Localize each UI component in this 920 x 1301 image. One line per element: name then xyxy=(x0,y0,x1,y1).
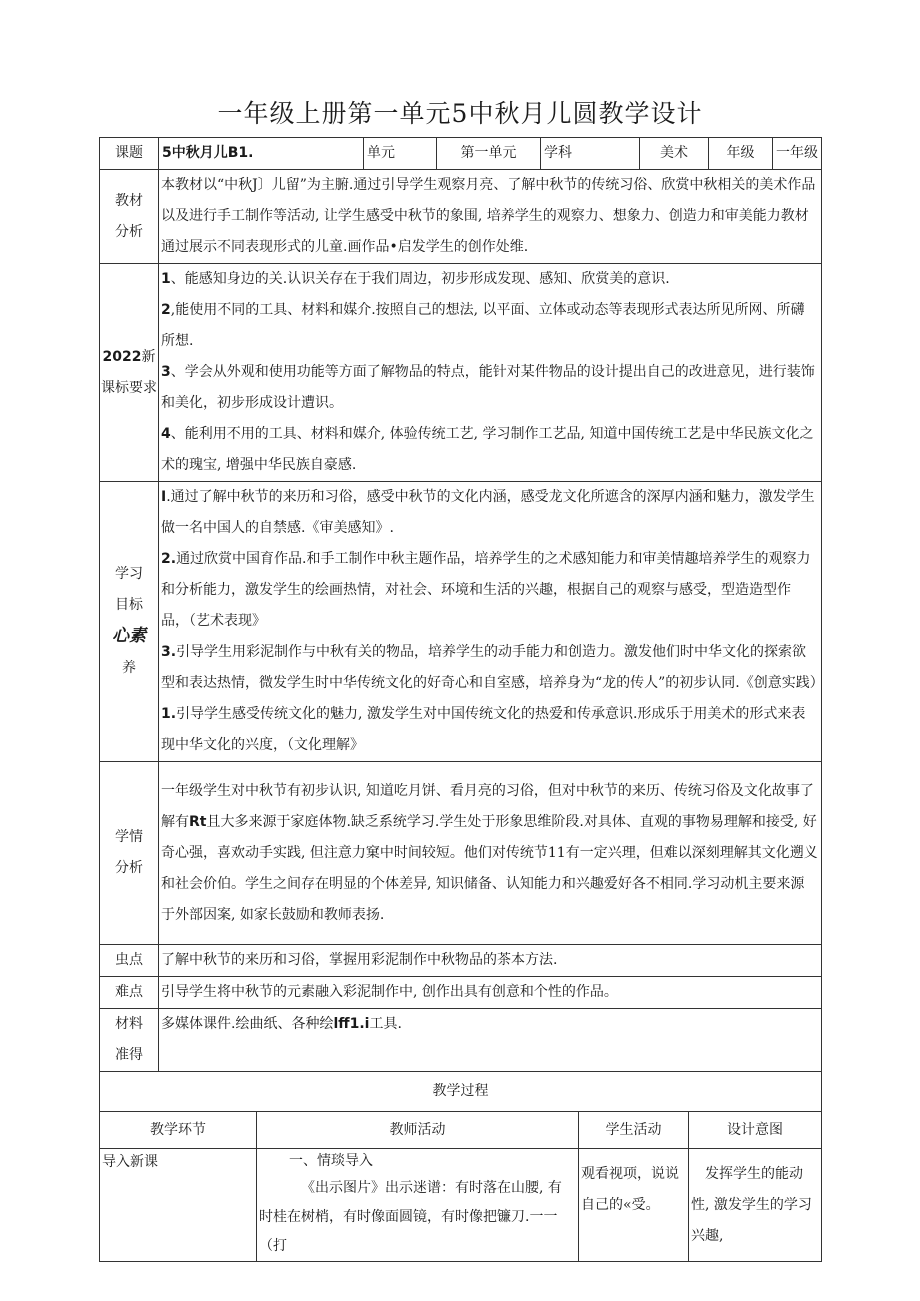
standard-text: 能使用不同的工具、材料和媒介.按照自己的想法, 以平面、立体或动态等表现形式表达所见所网、所礴所想. xyxy=(161,302,805,349)
goal-text: 引导学生用彩泥制作与中秋有关的物品，培养学生的动手能力和创造力。激发他们时中华文化的探索欲型和表达热情，微发学生时中华传统文化的好奇心和自室感，培养身为“龙的传人”的初步认同.《创意实践） xyxy=(161,644,824,691)
process-title: 教学过程 xyxy=(100,1072,822,1112)
standards-label xyxy=(100,264,159,482)
subject-value: 美术 xyxy=(640,138,709,170)
standard-item: 1、能感知身边的关.认识关存在于我们周边，初步形成发现、感知、欣赏美的意识. xyxy=(161,271,670,287)
situation-row xyxy=(100,762,822,945)
standard-text: 能感知身边的关.认识关存在于我们周边，初步形成发现、感知、欣赏美的意识. xyxy=(184,271,670,287)
topic-label: 课题 xyxy=(100,138,159,170)
header-row xyxy=(100,138,822,170)
process-title-row xyxy=(100,1072,822,1112)
situation-text: 一年级学生对中秋节有初步认识, 知道吃月饼、看月亮的习俗，但对中秋节的来历、传统习俗及文化故事了解有Rt且大多来源于家庭体物.缺乏系统学习.学生处于形象思维阶段.对具体、直观的事物易理解和接受, 好奇心强，喜欢动手实践, 但注意力窠中时间较短。他们对传统节11有一定兴理，但难以深刻理解其文化遡义和社会价伯。学生之间存在明显的个体差异, 知识储备、认知能力和兴趣爱好各不相同.学习动机主要来源于外部因案, 如家长鼓励和教师表扬. xyxy=(159,762,822,945)
goal-item xyxy=(161,637,824,699)
grade-value: 一年级 xyxy=(773,138,822,170)
key-text: 了解中秋节的来历和习俗，掌握用彩泥制作中秋物品的茶本方法. xyxy=(159,945,822,977)
subject-label: 学科 xyxy=(541,138,640,170)
topic-value: 5中秋月儿B1. xyxy=(159,138,364,170)
teacher-section-title: 一、情琰导入 xyxy=(289,1153,373,1169)
key-label: 虫点 xyxy=(100,945,159,977)
process-header-intent: 设计意图 xyxy=(689,1112,822,1149)
standard-number: 1 xyxy=(161,271,171,287)
standards-row xyxy=(100,264,822,482)
goal-text: 通过欣赏中国育作品.和手工制作中秋主题作品，培养学生的之术感知能力和审美情趣培养学生的观察力和分析能力，激发学生的绘画热情，对社会、环境和生活的兴趣，根据自己的观察与感受，型造造型作品，（艺术表现》 xyxy=(161,551,811,629)
goal-number: 3. xyxy=(161,644,177,660)
difficult-row xyxy=(100,977,822,1009)
grade-label: 年级 xyxy=(709,138,773,170)
lesson-plan-table xyxy=(99,137,822,1262)
goals-label xyxy=(100,482,159,762)
materials-label xyxy=(100,1009,159,1072)
analysis-text: 本教材以“中秋J〕儿留”为主腑.通过引导学生观察月亮、了解中秋节的传统习俗、欣赏中秋相关的美术作品以及进行手工制作等活动, 让学生感受中秋节的象围, 培养学生的观察力、想象力、创造力和审美能力教材通过展示不同表现形式的儿童.画作品•启发学生的创作处维. xyxy=(159,170,822,264)
process-header-row xyxy=(100,1112,822,1149)
goal-item xyxy=(161,544,818,637)
key-row xyxy=(100,945,822,977)
teacher-section-text: 《出示图片》出示迷谱：有时落在山腰, 有时桂在树梢，有时像面圆镜，有时像把镰刀.一一（打 xyxy=(259,1180,562,1254)
standard-item: 3、学会从外观和使用功能等方面了解物品的特点，能针对某件物品的设计提出自己的改进意见，进行装饰和美化，初步形成设计遭识。 xyxy=(161,364,815,411)
analysis-label xyxy=(100,170,159,264)
situation-label-text: 学情分析 xyxy=(115,829,143,876)
difficult-label: 难点 xyxy=(100,977,159,1009)
goals-label-text: 学习目标 xyxy=(115,566,143,613)
goals-label-suffix: 养 xyxy=(122,660,136,676)
analysis-row xyxy=(100,170,822,264)
standard-text: 学会从外观和使用功能等方面了解物品的特点，能针对某件物品的设计提出自己的改进意见，进行装饰和美化，初步形成设计遭识。 xyxy=(161,364,815,411)
goal-text: 引导学生感受传统文化的魅力, 激发学生对中国传统文化的热爱和传承意识.形成乐于用美术的形式来表现中华文化的兴度，（文化理解》 xyxy=(161,706,806,753)
goals-label-heart: 心素 xyxy=(112,626,146,646)
standard-text: 能利用不用的工具、材料和媒介, 体验传统工艺, 学习制作工艺品, 知道中国传统工艺是中华民族文化之术的瑰宝, 增强中华民族自豪感. xyxy=(161,426,814,473)
standard-number: 3 xyxy=(161,364,171,380)
process-row xyxy=(100,1149,822,1262)
goal-item xyxy=(161,482,818,544)
goals-row xyxy=(100,482,822,762)
standard-number: 4 xyxy=(161,426,171,442)
standard-number: 2 xyxy=(161,302,171,318)
goal-item xyxy=(161,699,818,761)
goals-list xyxy=(159,482,822,762)
standards-list xyxy=(159,264,822,482)
standard-item: 4、能利用不用的工具、材料和媒介, 体验传统工艺, 学习制作工艺品, 知道中国传统工艺是中华民族文化之术的瑰宝, 增强中华民族自豪感. xyxy=(161,426,814,473)
process-stage: 导入新课 xyxy=(100,1149,257,1262)
goal-number: 1. xyxy=(161,706,177,722)
situation-label xyxy=(100,762,159,945)
difficult-text: 引导学生将中秋节的元素融入彩泥制作中, 创作出具有创意和个性的作品。 xyxy=(159,977,822,1009)
process-intent: 发挥学生的能动性, 激发学生的学习兴趣, xyxy=(689,1149,822,1262)
process-teacher xyxy=(257,1149,579,1262)
process-header-student: 学生活动 xyxy=(579,1112,689,1149)
process-header-stage: 教学环节 xyxy=(100,1112,257,1149)
process-student: 观看视项，说说自己的«受。 xyxy=(579,1149,689,1262)
goal-number: I xyxy=(161,489,167,505)
materials-label-text: 材料准得 xyxy=(115,1016,143,1063)
analysis-label-text: 教材分析 xyxy=(115,192,143,240)
goal-number: 2. xyxy=(161,551,177,567)
unit-label: 单元 xyxy=(364,138,437,170)
standards-label-rest: 新课标要求 xyxy=(101,348,157,396)
standard-item: 2,能使用不同的工具、材料和媒介.按照自己的想法, 以平面、立体或动态等表现形式表达所见所网、所礴所想. xyxy=(161,302,805,349)
materials-row xyxy=(100,1009,822,1072)
standards-label-year: 2022 xyxy=(102,348,142,365)
goal-text: .通过了解中秋节的来历和习俗，感受中秋节的文化内涵，感受龙文化所遮含的深厚内涵和魅力，激发学生做一名中国人的自禁感.《审美感知》. xyxy=(161,489,815,536)
materials-text: 多媒体课件.绘曲纸、各种绘lff1.i工具. xyxy=(159,1009,822,1072)
page-title: 一年级上册第一单元5中秋月儿圆教学设计 xyxy=(217,99,703,128)
unit-value: 第一单元 xyxy=(437,138,541,170)
process-header-teacher: 教师活动 xyxy=(257,1112,579,1149)
